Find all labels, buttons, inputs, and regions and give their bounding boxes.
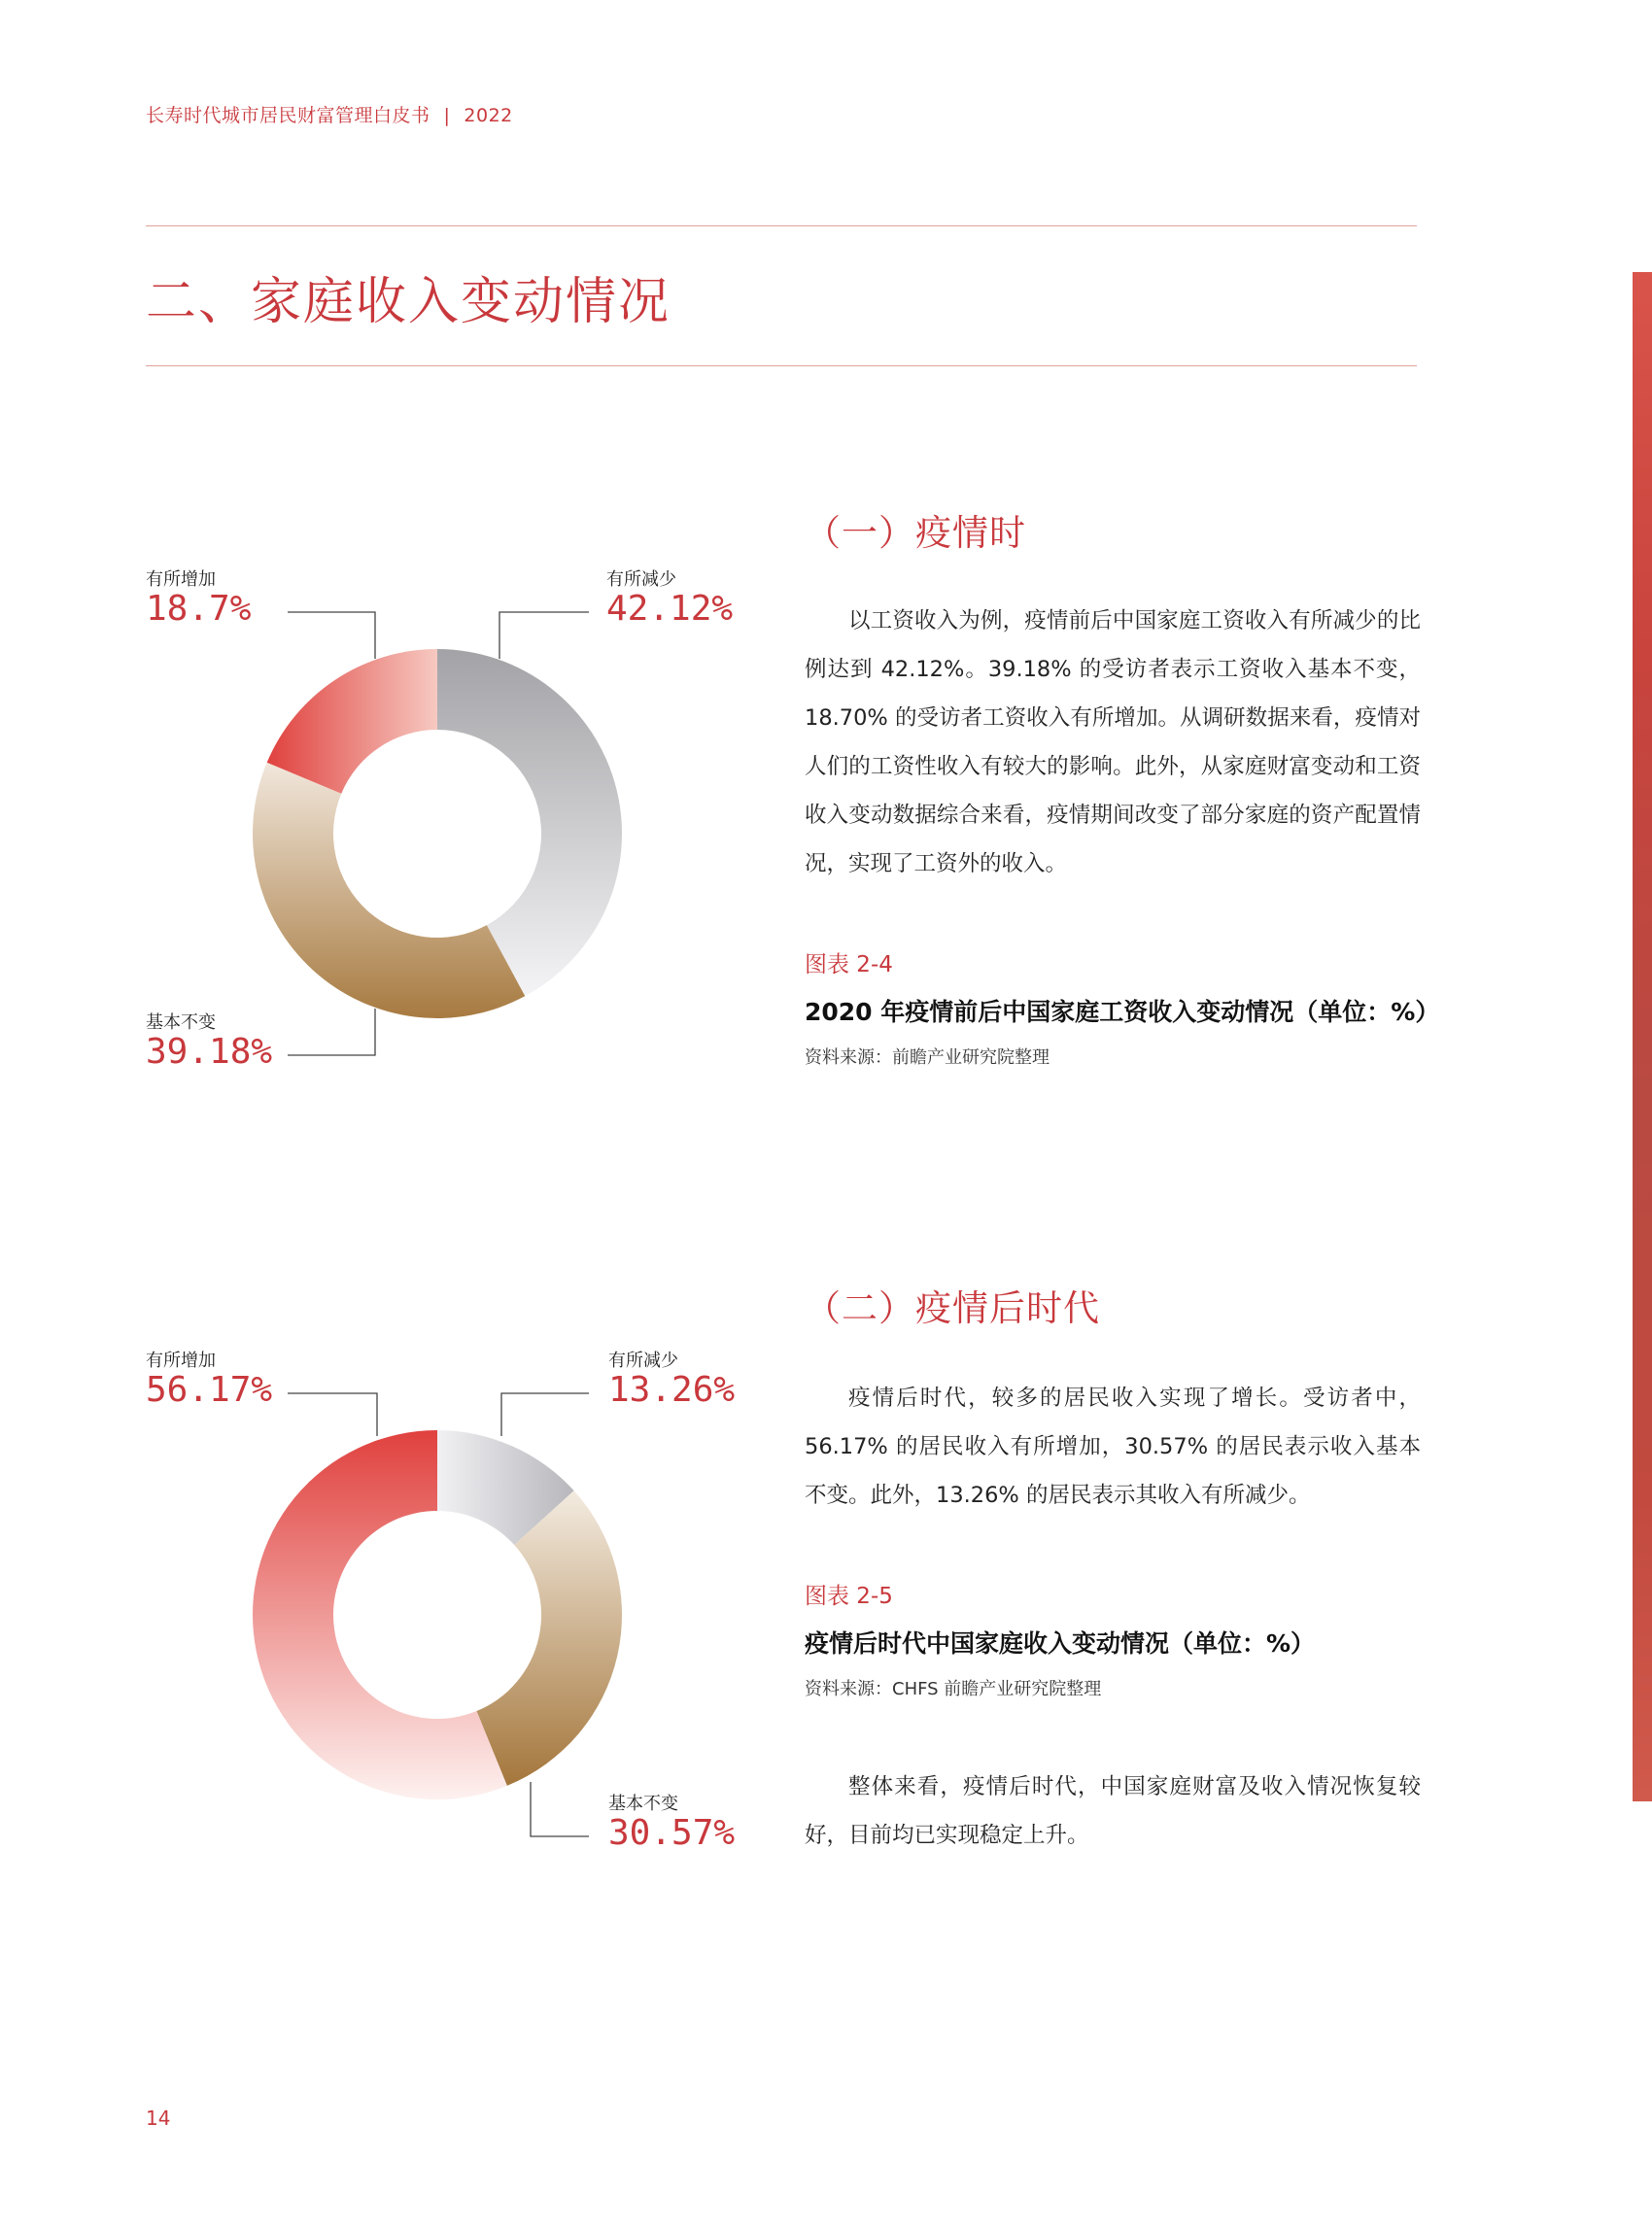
chart-wage-income [0, 544, 777, 1088]
subsection-title-1: （一）疫情时 [805, 512, 1026, 554]
chart2-label-increase: 有所增加 [146, 1351, 216, 1371]
title-rule [146, 365, 1417, 366]
chart1-slice-unchanged [253, 763, 525, 1018]
chart1-label-unchanged: 基本不变 [146, 1012, 216, 1033]
header-separator: | [443, 105, 451, 126]
figure-title-1: 2020 年疫情前后中国家庭工资收入变动情况（单位：%） [805, 998, 1440, 1026]
paragraph-1: 以工资收入为例，疫情前后中国家庭工资收入有所减少的比例达到 42.12%。39.18% 的受访者表示工资收入基本不变，18.70% 的受访者工资收入有所增加。从调研数据来看，疫情对人们的工资性收入有较大的影响。此外，从家庭财富变动和工资收入变动数据综合来看，疫情期间改变了部分家庭的资产配置情况，实现了工资外的收入。 [805, 608, 1421, 876]
header-title: 长寿时代城市居民财富管理白皮书 [146, 105, 430, 126]
chart1-slice-increase [267, 649, 437, 794]
running-header [146, 101, 513, 127]
conclusion-paragraph: 整体来看，疫情后时代，中国家庭财富及收入情况恢复较好，目前均已实现稳定上升。 [805, 1774, 1421, 1848]
chart1-label-increase: 有所增加 [146, 569, 216, 590]
figure-label-2: 图表 2-5 [805, 1584, 893, 1609]
chart2-value-increase: 56.17% [146, 1370, 273, 1410]
figure-label-1: 图表 2-4 [805, 952, 893, 977]
chart1-value-decrease: 42.12% [606, 589, 734, 629]
subsection-title-2: （二）疫情后时代 [805, 1287, 1100, 1329]
figure-source-2: 资料来源：CHFS 前瞻产业研究院整理 [805, 1679, 1102, 1699]
chart2-value-unchanged: 30.57% [608, 1813, 736, 1853]
header-year: 2022 [464, 105, 513, 126]
chart1-value-unchanged: 39.18% [146, 1032, 273, 1072]
page-number: 14 [146, 2106, 171, 2130]
chart2-value-decrease: 13.26% [608, 1370, 736, 1410]
section-title: 二、家庭收入变动情况 [146, 273, 671, 331]
top-rule [146, 225, 1417, 226]
chart1-value-increase: 18.7% [146, 589, 252, 629]
chart2-label-decrease: 有所减少 [608, 1351, 678, 1371]
chart2-label-unchanged: 基本不变 [608, 1794, 678, 1814]
decorative-side-band [1633, 272, 1652, 1801]
paragraph-2: 疫情后时代，较多的居民收入实现了增长。受访者中，56.17% 的居民收入有所增加，30.57% 的居民表示收入基本不变。此外，13.26% 的居民表示其收入有所减少。 [805, 1386, 1421, 1508]
figure-title-2: 疫情后时代中国家庭收入变动情况（单位：%） [805, 1629, 1316, 1658]
chart-post-pandemic-income [0, 1325, 777, 1869]
figure-source-1: 资料来源：前瞻产业研究院整理 [805, 1047, 1050, 1068]
chart1-label-decrease: 有所减少 [606, 569, 676, 590]
chart2-slice-unchanged [476, 1490, 622, 1786]
